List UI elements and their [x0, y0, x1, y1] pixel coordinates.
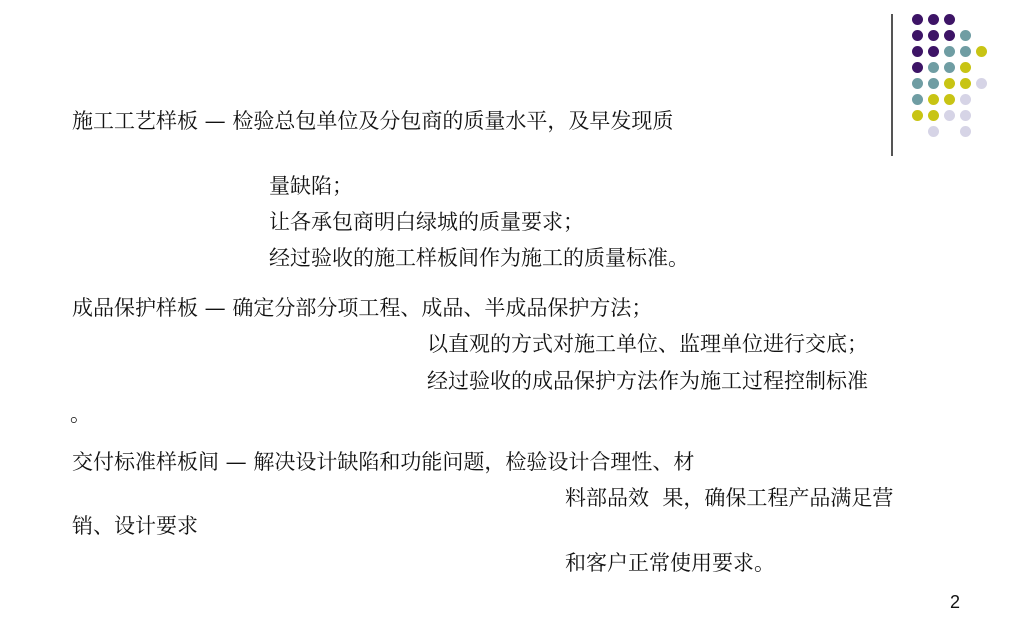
grid-dot — [960, 62, 971, 73]
grid-dot — [944, 14, 955, 25]
grid-dot — [928, 126, 939, 137]
grid-dot — [928, 30, 939, 41]
section-2-line-2: 以直观的方式对施工单位、监理单位进行交底； — [427, 332, 868, 356]
grid-dot — [976, 78, 987, 89]
grid-dot — [912, 14, 923, 25]
grid-dot — [960, 78, 971, 89]
section-1-line-4: 经过验收的施工样板间作为施工的质量标准。 — [269, 246, 689, 270]
section-1-line-1: 施工工艺样板 — 检验总包单位及分包商的质量水平，及早发现质 — [72, 109, 674, 133]
grid-dot — [944, 78, 955, 89]
section-3-line-4: 和客户正常使用要求。 — [565, 551, 775, 575]
grid-dot — [944, 30, 955, 41]
section-2-line-4: 。 — [70, 402, 91, 426]
grid-dot — [928, 78, 939, 89]
section-1-line-2: 量缺陷； — [269, 174, 353, 198]
grid-dot — [912, 62, 923, 73]
grid-dot — [960, 46, 971, 57]
grid-dot — [976, 46, 987, 57]
grid-dot — [960, 94, 971, 105]
section-2-line-3: 经过验收的成品保护方法作为施工过程控制标准 — [427, 369, 868, 393]
section-3-line-3: 销、设计要求 — [72, 514, 198, 538]
grid-dot — [912, 110, 923, 121]
section-3-line-1: 交付标准样板间 — 解决设计缺陷和功能问题，检验设计合理性、材 — [72, 450, 695, 474]
grid-dot — [928, 46, 939, 57]
grid-dot — [944, 62, 955, 73]
section-1-line-3: 让各承包商明白绿城的质量要求； — [269, 210, 584, 234]
grid-dot — [944, 46, 955, 57]
section-3-line-2: 料部品效 果，确保工程产品满足营 — [565, 486, 894, 510]
grid-dot — [960, 30, 971, 41]
grid-dot — [928, 62, 939, 73]
divider-line — [891, 14, 893, 156]
grid-dot — [912, 46, 923, 57]
grid-dot — [960, 110, 971, 121]
grid-dot — [928, 14, 939, 25]
grid-dot — [912, 78, 923, 89]
grid-dot — [944, 110, 955, 121]
grid-dot — [928, 110, 939, 121]
page-number: 2 — [950, 592, 961, 612]
grid-dot — [912, 94, 923, 105]
grid-dot — [944, 94, 955, 105]
grid-dot — [960, 126, 971, 137]
section-2-line-1: 成品保护样板 — 确定分部分项工程、成品、半成品保护方法； — [72, 296, 653, 320]
grid-dot — [912, 30, 923, 41]
grid-dot — [928, 94, 939, 105]
